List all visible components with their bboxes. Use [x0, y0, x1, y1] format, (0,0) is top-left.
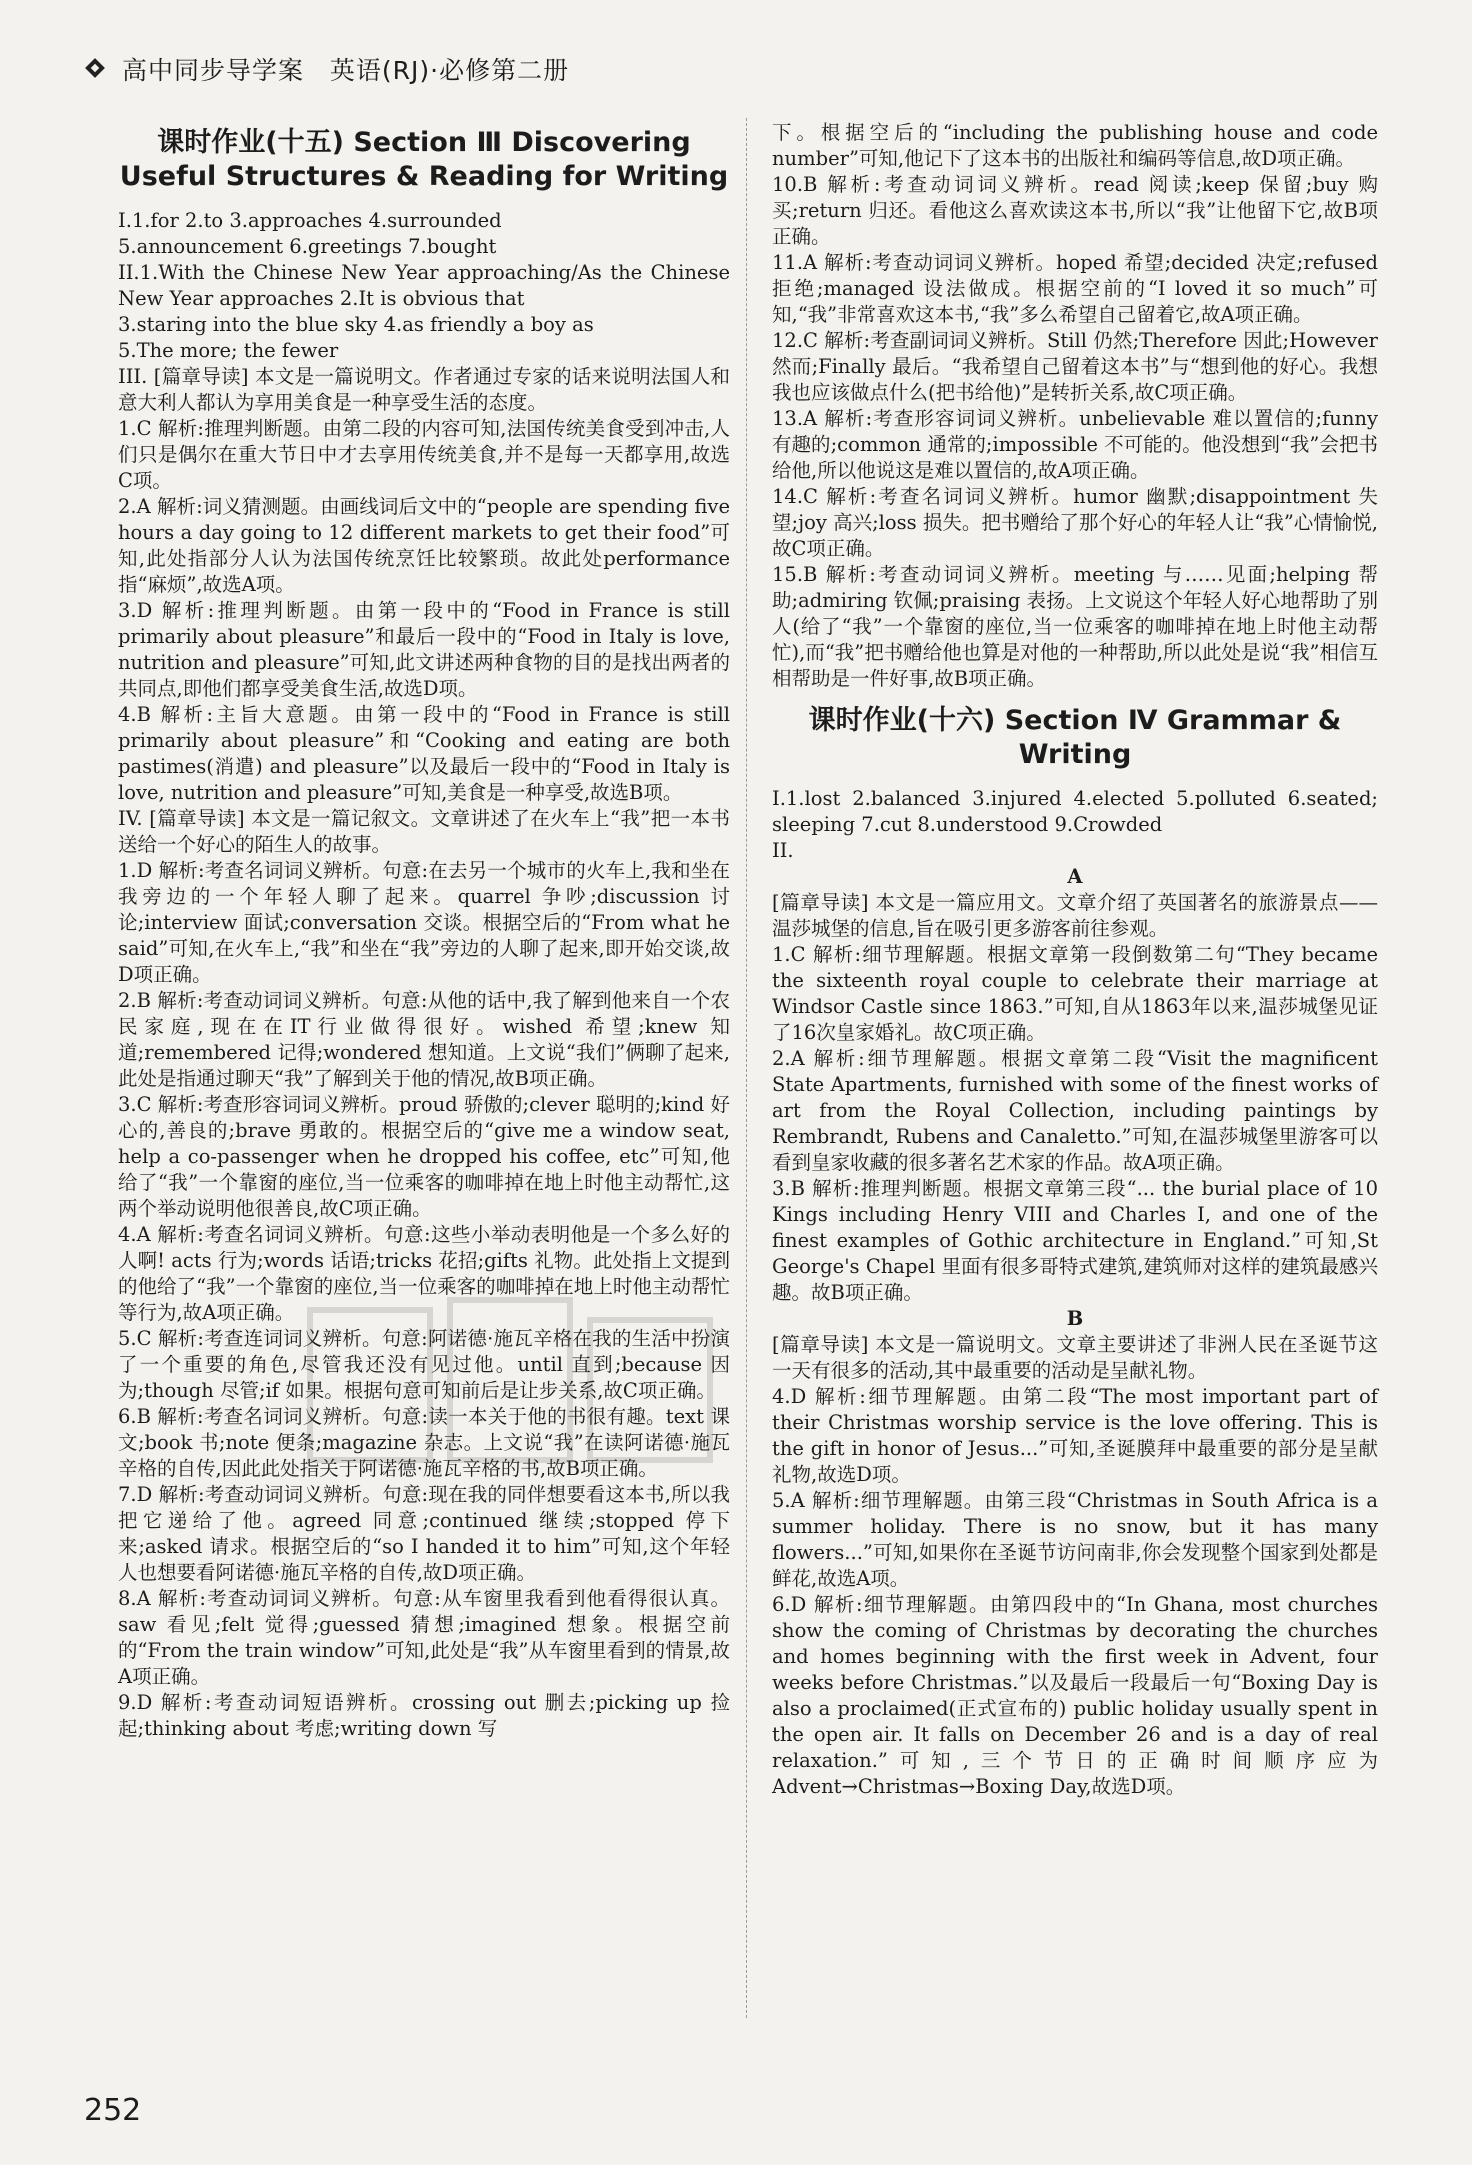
answer-line: [篇章导读] 本文是一篇应用文。文章介绍了英国著名的旅游景点——温莎城堡的信息,旨在吸引更多游客前往参观。 [772, 891, 1378, 940]
answer-line: 5.C 解析:考查连词词义辨析。句意:阿诺德·施瓦辛格在我的生活中扮演了一个重要的角色,尽管我还没有见过他。until 直到;because 因为;though 尽管;if 如果。根据句意可知前后是让步关系,故C项正确。 [118, 1327, 730, 1402]
answer-line: 13.A 解析:考查形容词词义辨析。unbelievable 难以置信的;funny 有趣的;common 通常的;impossible 不可能的。他没想到“我”会把书给他,所以他说这是难以置信的,故A项正确。 [772, 407, 1378, 482]
answer-line: 2.A 解析:词义猜测题。由画线词后文中的“people are spending five hours a day going to 12 different markets to get their food”可知,此处指部分人认为法国传统烹饪比较繁琐。故此处performance指“麻烦”,故选A项。 [118, 495, 730, 596]
passage-b-body [772, 1332, 1378, 1800]
left-column [118, 120, 730, 1742]
answer-line: I.1.for 2.to 3.approaches 4.surrounded [118, 209, 502, 232]
answer-line: 6.D 解析:细节理解题。由第四段中的“In Ghana, most churches show the coming of Christmas by decorating the churches and homes beginning with the first week in Advent, four weeks before Christmas.”以及最后一段最后一句“Boxing Day is also a proclaimed(正式宣布的) public holiday usually spent in the open air. It falls on December 26 and is a day of real relaxation.”可知,三个节日的正确时间顺序应为Advent→Christmas→Boxing Day,故选D项。 [772, 1593, 1378, 1798]
answer-line: 5.The more; the fewer [118, 339, 339, 362]
answer-line: 1.C 解析:细节理解题。根据文章第一段倒数第二句“They became the sixteenth royal couple to celebrate their marriage at Windsor Castle since 1863.”可知,自从1863年以来,温莎城堡见证了16次皇家婚礼。故C项正确。 [772, 943, 1378, 1044]
answer-line: 4.D 解析:细节理解题。由第二段“The most important part of their Christmas worship service is the love offering. This is the gift in honor of Jesus...”可知,圣诞膜拜中最重要的部分是呈献礼物,故选D项。 [772, 1385, 1378, 1486]
passage-a-label: A [1067, 865, 1083, 888]
answer-line: I.1.lost 2.balanced 3.injured 4.elected 5.polluted 6.seated; sleeping 7.cut 8.understood 9.Crowded [772, 787, 1378, 836]
running-header [84, 50, 1384, 94]
book-title: 高中同步导学案 [121, 56, 304, 85]
answer-line: 11.A 解析:考查动词词义辨析。hoped 希望;decided 决定;refused 拒绝;managed 设法做成。根据空前的“I loved it so much”可知,“我”非常喜欢这本书,“我”多么希望自己留着它,故A项正确。 [772, 251, 1378, 326]
answer-line: 下。根据空后的“including the publishing house and code number”可知,他记下了这本书的出版社和编码等信息,故D项正确。 [772, 121, 1378, 170]
passage-a-body [772, 890, 1378, 1306]
answer-line: [篇章导读] 本文是一篇说明文。文章主要讲述了非洲人民在圣诞节这一天有很多的活动,其中最重要的活动是呈献礼物。 [772, 1333, 1378, 1382]
answer-line: II. [772, 839, 794, 862]
answer-line: 8.A 解析:考查动词词义辨析。句意:从车窗里我看到他看得很认真。saw 看见;felt 觉得;guessed 猜想;imagined 想象。根据空前的“From the train window”可知,此处是“我”从车窗里看到的情景,故A项正确。 [118, 1587, 730, 1688]
answer-line: 4.A 解析:考查名词词义辨析。句意:这些小举动表明他是一个多么好的人啊! acts 行为;words 话语;tricks 花招;gifts 礼物。此处指上文提到的他给了“我”一个靠窗的座位,当一位乘客的咖啡掉在地上时他主动帮忙等行为,故A项正确。 [118, 1223, 730, 1324]
answer-line: IV. [篇章导读] 本文是一篇记叙文。文章讲述了在火车上“我”把一本书送给一个好心的陌生人的故事。 [118, 807, 730, 856]
answer-line: 10.B 解析:考查动词词义辨析。read 阅读;keep 保留;buy 购买;return 归还。看他这么喜欢读这本书,所以“我”让他留下它,故B项正确。 [772, 173, 1378, 248]
right-bottom-body [772, 786, 1378, 864]
watermark-stamp [300, 1280, 720, 1480]
answer-line: 1.C 解析:推理判断题。由第二段的内容可知,法国传统美食受到冲击,人们只是偶尔在重大节日中才去享用传统美食,并不是每一天都享用,故选C项。 [118, 417, 730, 492]
right-column [772, 120, 1378, 1800]
answer-line: 3.D 解析:推理判断题。由第一段中的“Food in France is still primarily about pleasure”和最后一段中的“Food in Italy is love, nutrition and pleasure”可知,此文讲述两种食物的目的是找出两者的共同点,即他们都享受美食生活,故选D项。 [118, 599, 730, 700]
answer-line: II.1.With the Chinese New Year approaching/As the Chinese New Year approaches 2.It is obvious that [118, 261, 730, 310]
answer-line: 5.announcement 6.greetings 7.bought [118, 235, 497, 258]
left-body [118, 208, 730, 1742]
answer-line: 6.B 解析:考查名词词义辨析。句意:读一本关于他的书很有趣。text 课文;book 书;note 便条;magazine 杂志。上文说“我”在读阿诺德·施瓦辛格的自传,因此此处指关于阿诺德·施瓦辛格的书,故B项正确。 [118, 1405, 730, 1480]
answer-line: III. [篇章导读] 本文是一篇说明文。作者通过专家的话来说明法国人和意大利人都认为享用美食是一种享受生活的态度。 [118, 365, 730, 414]
passage-b-label: B [1066, 1307, 1084, 1330]
column-divider [746, 118, 747, 2018]
answer-line: 2.A 解析:细节理解题。根据文章第二段“Visit the magnificent State Apartments, furnished with some of the finest works of art from the Royal Collection, including paintings by Rembrandt, Rubens and Canaletto.”可知,在温莎城堡里游客可以看到皇家收藏的很多著名艺术家的作品。故A项正确。 [772, 1047, 1378, 1174]
section-title-16: 课时作业(十六) Section Ⅳ Grammar & Writing [808, 705, 1342, 770]
right-top-body [772, 120, 1378, 692]
answer-line: 15.B 解析:考查动词词义辨析。meeting 与……见面;helping 帮助;admiring 钦佩;praising 表扬。上文说这个年轻人好心地帮助了别人(给了“我”一个靠窗的座位,当一位乘客的咖啡掉在地上时他主动帮忙),而“我”把书赠给他也算是对他的一种帮助,所以此处是说“我”相信互相帮助是一件好事,故B项正确。 [772, 563, 1378, 690]
answer-line: 12.C 解析:考查副词词义辨析。Still 仍然;Therefore 因此;However 然而;Finally 最后。“我希望自己留着这本书”与“想到他的好心。我想我也应该做点什么(把书给他)”是转折关系,故C项正确。 [772, 329, 1378, 404]
answer-line: 3.C 解析:考查形容词词义辨析。proud 骄傲的;clever 聪明的;kind 好心的,善良的;brave 勇敢的。根据空后的“give me a window seat, help a co-passenger when he dropped his coffee, etc”可知,他给了“我”一个靠窗的座位,当一位乘客的咖啡掉在地上时他主动帮忙,这两个举动说明他很善良,故C项正确。 [118, 1093, 730, 1220]
answer-line: 5.A 解析:细节理解题。由第三段“Christmas in South Africa is a summer holiday. There is no snow, but it has many flowers...”可知,如果你在圣诞节访问南非,你会发现整个国家到处都是鲜花,故选A项。 [772, 1489, 1378, 1590]
answer-line: 2.B 解析:考查动词词义辨析。句意:从他的话中,我了解到他来自一个农民家庭,现在在IT行业做得很好。wished 希望;knew 知道;remembered 记得;wondered 想知道。上文说“我们”俩聊了起来,此处是指通过聊天“我”了解到关于他的情况,故B项正确。 [118, 989, 730, 1090]
diamond-icon [84, 51, 106, 91]
answer-line: 3.staring into the blue sky 4.as friendly a boy as [118, 313, 594, 336]
section-title-15: 课时作业(十五) Section Ⅲ Discovering Useful Structures & Reading for Writing [119, 127, 729, 192]
answer-line: 7.D 解析:考查动词词义辨析。句意:现在我的同伴想要看这本书,所以我把它递给了他。agreed 同意;continued 继续;stopped 停下来;asked 请求。根据空后的“so I handed it to him”可知,这个年轻人也想要看阿诺德·施瓦辛格的自传,故D项正确。 [118, 1483, 730, 1584]
page-number: 252 [84, 2093, 142, 2128]
answer-line: 14.C 解析:考查名词词义辨析。humor 幽默;disappointment 失望;joy 高兴;loss 损失。把书赠给了那个好心的年轻人让“我”心情愉悦,故C项正确。 [772, 485, 1378, 560]
answer-line: 3.B 解析:推理判断题。根据文章第三段“... the burial place of 10 Kings including Henry VIII and Charles I, and one of the finest examples of Gothic architecture in England.”可知,St George's Chapel 里面有很多哥特式建筑,建筑师对这样的建筑最感兴趣。故B项正确。 [772, 1177, 1378, 1304]
answer-line: 9.D 解析:考查动词短语辨析。crossing out 删去;picking up 捡起;thinking about 考虑;writing down 写 [118, 1691, 730, 1740]
subject-title: 英语(RJ)·必修第二册 [329, 56, 570, 85]
answer-line: 1.D 解析:考查名词词义辨析。句意:在去另一个城市的火车上,我和坐在我旁边的一个年轻人聊了起来。quarrel 争吵;discussion 讨论;interview 面试;conversation 交谈。根据空后的“From what he said”可知,在火车上,“我”和坐在“我”旁边的人聊了起来,即开始交谈,故D项正确。 [118, 859, 730, 986]
answer-line: 4.B 解析:主旨大意题。由第一段中的“Food in France is still primarily about pleasure”和“Cooking and eating are both pastimes(消遣) and pleasure”以及最后一段中的“Food in Italy is love, nutrition and pleasure”可知,美食是一种享受,故选B项。 [118, 703, 730, 804]
